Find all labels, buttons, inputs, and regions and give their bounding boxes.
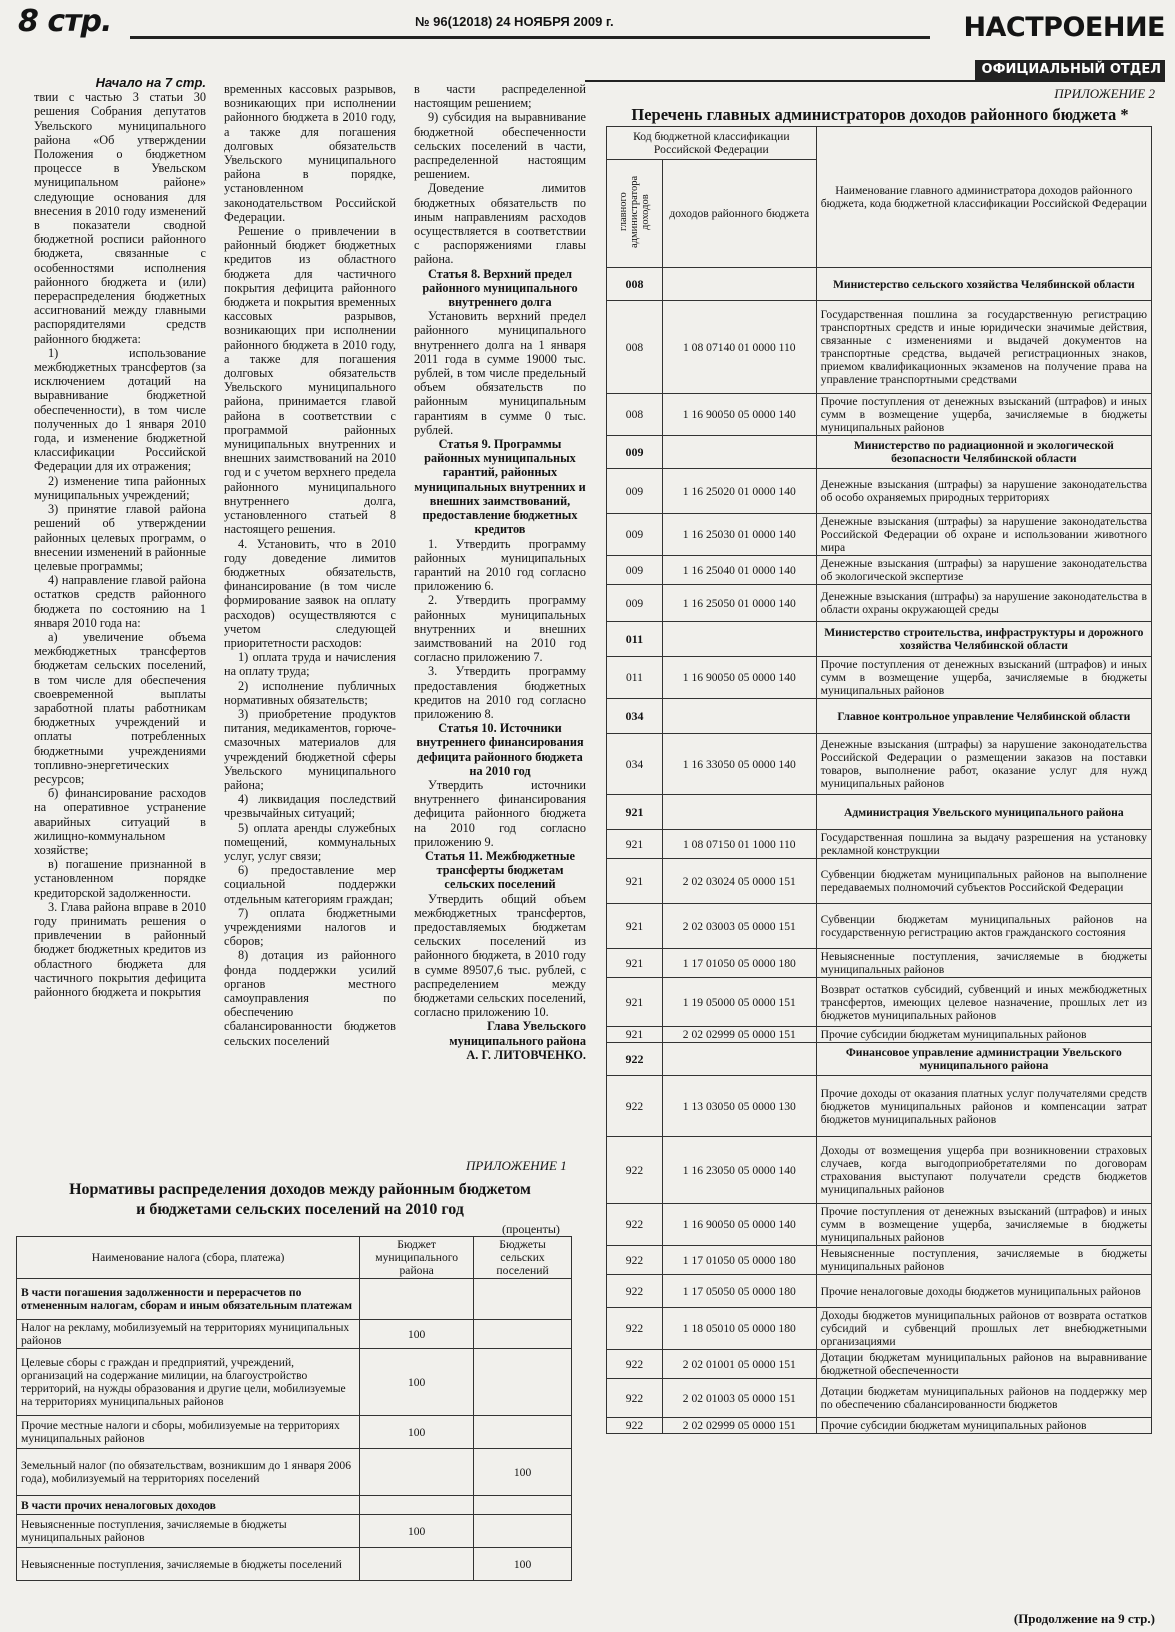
settlement-share-cell [474,1496,572,1515]
table-row [607,1350,1152,1379]
administrator-name-cell: Доходы от возмещения ущерба при возникновении страховых случаев, когда выгодоприобретателями по договорам страхования выступают получатели средств бюджетов муниципальных районов [816,1137,1151,1204]
tax-name-cell: В части погашения задолженности и перерасчетов по отмененным налогам, сборам и иным обязательным платежам [17,1279,360,1320]
table-row [607,734,1152,795]
table-header-row [607,127,1152,160]
table-row [607,1308,1152,1350]
income-code-cell: 1 17 05050 05 0000 180 [662,1275,816,1308]
appendix-2-table [606,126,1152,1434]
administrator-name-cell: Денежные взыскания (штрафы) за нарушение законодательства об особо охраняемых природных территориях [816,469,1151,514]
administrator-name-cell: Министерство по радиационной и экологической безопасности Челябинской области [816,436,1151,469]
article-heading: Статья 10. Источники внутреннего финансирования дефицита районного бюджета на 2010 год [416,721,584,778]
article-column-1 [34,76,206,999]
administrator-name-cell: Министерство сельского хозяйства Челябинской области [816,268,1151,301]
table-row [607,1379,1152,1418]
income-code-cell: 1 08 07150 01 1000 110 [662,830,816,859]
administrator-name-cell: Администрация Увельского муниципального района [816,795,1151,830]
table-row [607,1246,1152,1275]
income-code-cell: 1 13 03050 05 0000 130 [662,1076,816,1137]
administrator-name-cell: Главное контрольное управление Челябинской области [816,699,1151,734]
admin-code-cell: 009 [607,556,663,585]
administrator-name-cell: Министерство строительства, инфраструктуры и дорожного хозяйства Челябинской области [816,622,1151,657]
income-code-cell: 1 17 01050 05 0000 180 [662,1246,816,1275]
administrator-name-cell: Доходы бюджетов муниципальных районов от возврата остатков субсидий и субвенций прошлых лет внебюджетными организациями [816,1308,1151,1350]
income-code-cell: 1 16 90050 05 0000 140 [662,394,816,436]
municipal-share-cell: 100 [360,1515,474,1548]
department-title: ОФИЦИАЛЬНЫЙ ОТДЕЛ [981,62,1161,77]
table-row [607,904,1152,949]
admin-code-cell: 922 [607,1246,663,1275]
paragraph: в) погашение признанной в установленном порядке кредиторской задолженности. [34,857,206,900]
paragraph: 6) предоставление мер социальной поддержки отдельным категориям граждан; [224,863,396,906]
appendix-1-table-body [17,1279,572,1581]
tax-name-cell: Невыясненные поступления, зачисляемые в бюджеты поселений [17,1548,360,1581]
administrator-name-cell: Субвенции бюджетам муниципальных районов на выполнение передаваемых полномочий субъектов Российской Федерации [816,859,1151,904]
income-code-cell: 1 16 33050 05 0000 140 [662,734,816,795]
table-row [607,268,1152,301]
administrator-name-cell: Государственная пошлина за выдачу разрешения на установку рекламной конструкции [816,830,1151,859]
paragraph: Решение о привлечении в районный бюджет бюджетных кредитов из областного бюджета для частичного покрытия дефицита районного бюджета и покрытия временных кассовых разрывов, возникающих при исполнении районного бюджета в 2010 году, а также для погашения долговых обязательств Увельского муниципального района, принимается главой района в соответствии с программой районных муниципальных внутренних и внешних заимствований на 2010 год и с учетом верхнего предела районного муниципального внутреннего долга, установленного статьей 8 настоящего решения. [224,224,396,537]
paragraph: 2) исполнение публичных нормативных обязательств; [224,678,396,707]
admin-code-cell: 011 [607,657,663,699]
income-code-cell: 1 16 25030 01 0000 140 [662,514,816,556]
administrator-name-cell: Денежные взыскания (штрафы) за нарушение законодательства Российской Федерации о размещении заказов на поставки товаров, выполнение работ, оказание услуг для нужд муниципальных районов [816,734,1151,795]
admin-code-cell: 921 [607,978,663,1027]
income-code-cell: 1 16 25040 01 0000 140 [662,556,816,585]
income-code-cell [662,268,816,301]
table-row [607,699,1152,734]
table-row [607,978,1152,1027]
paragraph: 7) оплата бюджетными учреждениями налогов и сборов; [224,905,396,949]
income-code-cell: 2 02 02999 05 0000 151 [662,1027,816,1043]
income-code-cell [662,436,816,469]
municipal-share-cell [360,1449,474,1496]
income-code-cell: 2 02 03024 05 0000 151 [662,859,816,904]
tax-name-cell: Налог на рекламу, мобилизуемый на территориях муниципальных районов [17,1320,360,1349]
administrator-name-cell: Денежные взыскания (штрафы) за нарушение законодательства об экологической экспертизе [816,556,1151,585]
income-code-cell: 1 16 23050 05 0000 140 [662,1137,816,1204]
admin-code-cell: 921 [607,904,663,949]
admin-code-cell: 008 [607,268,663,301]
table-row [17,1416,572,1449]
administrator-name-cell: Прочие поступления от денежных взысканий (штрафов) и иных сумм в возмещение ущерба, зачисляемые в бюджеты муниципальных районов [816,394,1151,436]
administrator-name-cell: Денежные взыскания (штрафы) за нарушение законодательства Российской Федерации об охране и использовании животного мира [816,514,1151,556]
admin-code-cell: 034 [607,699,663,734]
administrator-name-cell: Прочие субсидии бюджетам муниципальных районов [816,1418,1151,1434]
paragraph: 1. Утвердить программу районных муниципальных гарантий на 2010 год согласно приложению 6. [414,536,586,594]
income-code-cell: 1 08 07140 01 0000 110 [662,301,816,394]
administrator-name-cell: Прочие неналоговые доходы бюджетов муниципальных районов [816,1275,1151,1308]
settlement-share-cell [474,1320,572,1349]
table-row [607,1043,1152,1076]
table-row [607,1275,1152,1308]
administrator-name-cell: Возврат остатков субсидий, субвенций и иных межбюджетных трансфертов, имеющих целевое назначение, прошлых лет из бюджетов муниципальных районов [816,978,1151,1027]
admin-code-cell: 922 [607,1379,663,1418]
signature-name: А. Г. ЛИТОВЧЕНКО. [466,1047,586,1062]
paragraph: временных кассовых разрывов, возникающих при исполнении районного бюджета в 2010 году, а также для погашения долговых обязательств Увельского муниципального района в порядке, установленном законодательством Российской Федерации. [224,82,396,224]
paragraph: б) финансирование расходов на оперативное устранение аварийных ситуаций в жилищно-коммунальном хозяйстве; [34,786,206,857]
admin-code-cell: 922 [607,1308,663,1350]
tax-name-cell: Целевые сборы с граждан и предприятий, учреждений, организаций на содержание милиции, на благоустройство территорий, на нужды образования и другие цели, мобилизуемые на территориях муниципальных районов [17,1349,360,1416]
admin-code-cell: 922 [607,1350,663,1379]
table-row [607,1137,1152,1204]
table-row [607,657,1152,699]
tax-name-cell: В части прочих неналоговых доходов [17,1496,360,1515]
admin-code-cell: 921 [607,1027,663,1043]
paragraph: Установить верхний предел районного муниципального внутреннего долга на 1 января 2011 года в сумме 19000 тыс. рублей, в том числе предельный объем обязательств по районным муниципальным гарантиям в сумме 0 тыс. рублей. [414,309,586,437]
admin-code-cell: 922 [607,1418,663,1434]
paragraph: 3. Глава района вправе в 2010 году принимать решения о привлечении в районный бюджет бюджетных кредитов из областного бюджета для частичного покрытия дефицита районного бюджета и покрытия [34,899,206,999]
income-code-cell: 1 16 25050 01 0000 140 [662,585,816,622]
appendix-2-label: ПРИЛОЖЕНИЕ 2 [1054,86,1155,101]
admin-code-cell: 922 [607,1076,663,1137]
admin-code-cell: 009 [607,436,663,469]
administrator-name-cell: Прочие субсидии бюджетам муниципальных районов [816,1027,1151,1043]
paragraph: 1) использование межбюджетных трансфертов (за исключением дотаций на выравнивание бюджетной обеспеченности), в том числе полученных до 1 января 2010 года, и изменение бюджетной классификации Российской Федерации для их отражения; [34,345,206,474]
article-heading: Статья 8. Верхний предел районного муниципального внутреннего долга [422,266,578,310]
income-code-cell [662,699,816,734]
paragraph: 2) изменение типа районных муниципальных учреждений; [34,473,206,502]
settlement-share-cell [474,1416,572,1449]
paragraph: 2. Утвердить программу районных муниципальных внутренних и внешних заимствований на 2010 год согласно приложению 7. [414,593,586,665]
header-rule-2 [585,80,980,82]
administrator-name-cell: Прочие поступления от денежных взысканий (штрафов) и иных сумм в возмещение ущерба, зачисляемые в бюджеты муниципальных районов [816,1204,1151,1246]
paragraph: 5) оплата аренды служебных помещений, коммунальных услуг, услуг связи; [224,820,396,863]
table-row [17,1320,572,1349]
paragraph: в части распределенной настоящим решением; [414,82,586,111]
administrator-name-cell: Дотации бюджетам муниципальных районов на поддержку мер по обеспечению сбалансированности бюджетов [816,1379,1151,1418]
table-row [607,830,1152,859]
admin-code-cell: 009 [607,585,663,622]
municipal-share-cell [360,1548,474,1581]
income-code-cell: 1 16 25020 01 0000 140 [662,469,816,514]
administrator-name-cell: Финансовое управление администрации Увельского муниципального района [816,1043,1151,1076]
admin-code-cell: 008 [607,301,663,394]
admin-code-cell: 922 [607,1204,663,1246]
table-row [607,622,1152,657]
income-code-cell: 2 02 02999 05 0000 151 [662,1418,816,1434]
continued-from: Начало на 7 стр. [95,75,206,90]
appendix-2-title: Перечень главных администраторов доходов районного бюджета * [631,105,1129,124]
column-header: Бюджеты сельских поселений [474,1237,572,1279]
column-header: доходов районного бюджета [662,160,816,268]
administrator-name-cell: Дотации бюджетам муниципальных районов на выравнивание бюджетной обеспеченности [816,1350,1151,1379]
admin-code-cell: 921 [607,795,663,830]
municipal-share-cell: 100 [360,1320,474,1349]
tax-name-cell: Земельный налог (по обязательствам, возникшим до 1 января 2006 года), мобилизуемый на территориях поселений [17,1449,360,1496]
table-row [607,514,1152,556]
table-row [17,1449,572,1496]
appendix-2-table-body [607,268,1152,1434]
tax-name-cell: Прочие местные налоги и сборы, мобилизуемые на территориях муниципальных районов [17,1416,360,1449]
table-row [607,469,1152,514]
table-row [17,1496,572,1515]
issue-date: № 96(12018) 24 НОЯБРЯ 2009 г. [415,14,614,29]
paragraph: 4) направление главой района остатков средств районного бюджета по состоянию на 1 января 2010 года на: [34,573,206,630]
administrator-name-cell: Невыясненные поступления, зачисляемые в бюджеты муниципальных районов [816,949,1151,978]
municipal-share-cell [360,1496,474,1515]
paragraph: 4. Установить, что в 2010 году доведение лимитов бюджетных обязательств, финансирование (в том числе формирование заявок на оплату расходов) осуществляются с учетом следующей приоритетности расходов: [224,536,396,650]
table-row [607,795,1152,830]
settlement-share-cell [474,1515,572,1548]
article-column-2 [224,82,396,1048]
table-row [17,1548,572,1581]
table-row [607,1076,1152,1137]
paragraph: 3) принятие главой района решений об утверждении районных целевых программ, о внесении изменений в районные целевые программы; [34,502,206,573]
header-rule [130,36,930,39]
paragraph: твии с частью 3 статьи 30 решения Собрания депутатов Увельского муниципального района «Об утверждении Положения о бюджетном процессе в Увельском муниципальном районе» следующие основания для внесения в 2010 году изменений в показатели сводной бюджетной росписи районного бюджета, связанные с особенностями исполнения районного бюджета и (или) перераспределения бюджетных ассигнований между главными распорядителями средств районного бюджета: [34,90,206,346]
paragraph: Утвердить общий объем межбюджетных трансфертов, предоставляемых бюджетам сельских поселений из районного бюджета, в 2010 году в сумме 89507,6 тыс. рублей, с распределением между бюджетами сельских поселений, согласно приложению 10. [414,891,586,1020]
admin-code-cell: 921 [607,949,663,978]
settlement-share-cell: 100 [474,1548,572,1581]
admin-code-cell: 922 [607,1137,663,1204]
admin-code-cell: 009 [607,514,663,556]
article-heading: Статья 11. Межбюджетные трансферты бюджетам сельских поселений [425,848,575,892]
settlement-share-cell [474,1279,572,1320]
paragraph: 1) оплата труда и начисления на оплату труда; [224,650,396,679]
administrator-name-cell: Государственная пошлина за государственную регистрацию транспортных средств и иные юридически значимые действия, связанные с изменениями и выдачей документов на транспортные средства, выдачей регистрационных знаков, приемом квалификационных экзаменов на получение права на управление транспортными средствами [816,301,1151,394]
income-code-cell: 1 16 90050 05 0000 140 [662,1204,816,1246]
table-row [17,1349,572,1416]
table-row [607,1204,1152,1246]
income-code-cell: 1 16 90050 05 0000 140 [662,657,816,699]
municipal-share-cell [360,1279,474,1320]
table-row [607,394,1152,436]
paragraph: а) увеличение объема межбюджетных трансфертов бюджетам сельских поселений, в том числе для обеспечения своевременной выплаты заработной платы работникам бюджетных учреждений и оплаты потребленных бюджетными учреждениями топливно-энергетических ресурсов; [34,629,206,786]
tax-name-cell: Невыясненные поступления, зачисляемые в бюджеты муниципальных районов [17,1515,360,1548]
paragraph: 9) субсидия на выравнивание бюджетной обеспеченности сельских поселений в части, распределенной настоящим решением. [414,110,586,182]
settlement-share-cell [474,1349,572,1416]
table-row [607,436,1152,469]
appendix-1-label: ПРИЛОЖЕНИЕ 1 [466,1158,567,1173]
column-header [607,160,663,268]
article-heading: Статья 9. Программы районных муниципальных гарантий, районных муниципальных внутренних и внешних заимствований, предоставление бюджетных кредитов [414,437,586,537]
municipal-share-cell: 100 [360,1416,474,1449]
admin-code-cell: 008 [607,394,663,436]
income-code-cell: 2 02 01003 05 0000 151 [662,1379,816,1418]
administrator-name-cell: Прочие доходы от оказания платных услуг получателями средств бюджетов муниципальных районов и компенсации затрат бюджетов муниципальных районов [816,1076,1151,1137]
paragraph: Доведение лимитов бюджетных обязательств по иным направлениям расходов осуществляется в соответствии с распоряжениями главы района. [414,181,586,267]
continued-on: (Продолжение на 9 стр.) [1013,1611,1155,1626]
admin-code-cell: 009 [607,469,663,514]
appendix-1-table [16,1236,572,1581]
admin-code-cell: 921 [607,830,663,859]
article-column-3 [414,82,586,1062]
appendix-1-unit: (проценты) [502,1222,560,1236]
table-row [607,1418,1152,1434]
administrator-name-cell: Прочие поступления от денежных взысканий (штрафов) и иных сумм в возмещение ущерба, зачисляемые в бюджеты муниципальных районов [816,657,1151,699]
admin-code-cell: 921 [607,859,663,904]
appendix-1-title [20,1180,580,1220]
paragraph: Утвердить источники внутреннего финансирования дефицита районного бюджета на 2010 год согласно приложению 9. [414,777,586,849]
column-header: Бюджет муниципального района [360,1237,474,1279]
income-code-cell [662,622,816,657]
table-row [607,556,1152,585]
admin-code-cell: 011 [607,622,663,657]
table-row [607,859,1152,904]
table-header-row [17,1237,572,1279]
settlement-share-cell: 100 [474,1449,572,1496]
municipal-share-cell: 100 [360,1349,474,1416]
section-title: НАСТРОЕНИЕ [963,12,1165,43]
income-code-cell [662,795,816,830]
paragraph: 3. Утвердить программу предоставления бюджетных кредитов на 2010 год согласно приложению 8. [414,664,586,721]
paragraph: 8) дотация из районного фонда поддержки усилий органов местного самоуправления по обеспечению сбалансированности бюджетов сельских поселений [224,948,396,1048]
administrator-name-cell: Денежные взыскания (штрафы) за нарушение законодательства в области охраны окружающей среды [816,585,1151,622]
income-code-cell: 1 19 05000 05 0000 151 [662,978,816,1027]
column-header: Наименование налога (сбора, платежа) [17,1237,360,1279]
column-header: Наименование главного администратора доходов районного бюджета, кода бюджетной классификации Российской Федерации [816,127,1151,268]
paragraph: 3) приобретение продуктов питания, медикаментов, горюче-смазочных материалов для учреждений бюджетной сферы Увельского муниципального района; [224,706,396,792]
signature-title: Глава Увельского муниципального района [449,1019,586,1048]
table-row [607,301,1152,394]
table-row [17,1515,572,1548]
paragraph: 4) ликвидация последствий чрезвычайных ситуаций; [224,792,396,821]
column-header: Код бюджетной классификации Российской Федерации [607,127,817,160]
column-header-text: главного администратора доходов [617,175,651,249]
administrator-name-cell: Невыясненные поступления, зачисляемые в бюджеты муниципальных районов [816,1246,1151,1275]
table-row [17,1279,572,1320]
appendix-1-title-line: и бюджетами сельских поселений на 2010 год [136,1201,464,1218]
table-row [607,585,1152,622]
table-row [607,949,1152,978]
income-code-cell: 2 02 01001 05 0000 151 [662,1350,816,1379]
page-number: 8 стр. [18,4,112,39]
income-code-cell: 2 02 03003 05 0000 151 [662,904,816,949]
appendix-1-title-line: Нормативы распределения доходов между районным бюджетом [69,1181,531,1198]
income-code-cell [662,1043,816,1076]
admin-code-cell: 034 [607,734,663,795]
administrator-name-cell: Субвенции бюджетам муниципальных районов на государственную регистрацию актов гражданского состояния [816,904,1151,949]
admin-code-cell: 922 [607,1043,663,1076]
table-row [607,1027,1152,1043]
income-code-cell: 1 18 05010 05 0000 180 [662,1308,816,1350]
admin-code-cell: 922 [607,1275,663,1308]
income-code-cell: 1 17 01050 05 0000 180 [662,949,816,978]
